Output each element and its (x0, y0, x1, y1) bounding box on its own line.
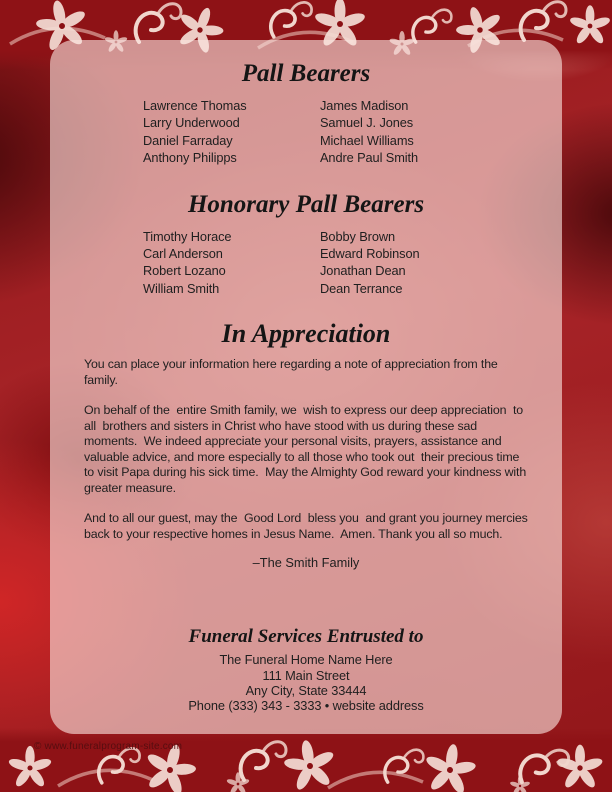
copyright-watermark: © www.funeralprogram-site.com (34, 741, 183, 752)
honorary-pall-bearer-name: Carl Anderson (143, 246, 223, 262)
honorary-pall-bearer-name: Bobby Brown (320, 228, 396, 244)
funeral-home-phone: Phone (333) 343 - 3333 • website address (188, 698, 424, 714)
funeral-home-name: The Funeral Home Name Here (219, 652, 393, 668)
pall-bearers-title: Pall Bearers (241, 60, 371, 87)
honorary-pall-bearer-name: William Smith (143, 280, 220, 296)
funeral-services-title: Funeral Services Entrusted to (188, 626, 424, 648)
pall-bearer-name: Anthony Philipps (143, 150, 237, 166)
funeral-home-street: 111 Main Street (262, 667, 350, 683)
funeral-home-address (50, 652, 562, 713)
pall-bearer-name: Larry Underwood (143, 115, 240, 131)
appreciation-paragraph: On behalf of the entire Smith family, we wish to express our deep appreciation to all brothers and sisters in Christ who have stood with us during these sad moments. We indeed appreciate your personal visits, prayers, assistance and valuable advice, and more especially to all those who took out their precious time to visit Papa during his sick time. May the Almighty God reward your kindness with greater measure. (84, 403, 530, 495)
honorary-pall-bearer-name: Edward Robinson (320, 246, 420, 262)
honorary-right-column (320, 228, 420, 298)
content-panel (50, 40, 562, 734)
honorary-pall-bearer-name: Robert Lozano (143, 263, 226, 279)
pall-bearers-left-column (143, 97, 320, 167)
honorary-pall-bearers-list (143, 228, 562, 298)
honorary-pall-bearer-name: Dean Terrance (320, 280, 403, 296)
in-appreciation-title: In Appreciation (221, 319, 391, 349)
honorary-pall-bearer-name: Jonathan Dean (320, 263, 406, 279)
pall-bearer-name: Samuel J. Jones (320, 115, 414, 131)
floral-border-bottom (0, 728, 612, 792)
appreciation-note: You can place your information here regarding a note of appreciation from the family. (84, 357, 501, 387)
pall-bearer-name: Daniel Farraday (143, 132, 233, 148)
appreciation-paragraph: And to all our guest, may the Good Lord bless you and grant you journey mercies back to your respective homes in Jesus Name. Amen. Thank you all so much. (84, 511, 531, 541)
family-signoff: –The Smith Family (252, 555, 360, 571)
pall-bearers-list (143, 97, 562, 167)
pall-bearer-name: Lawrence Thomas (143, 98, 247, 113)
pall-bearer-name: Andre Paul Smith (320, 150, 418, 166)
honorary-left-column (143, 228, 320, 298)
pall-bearers-right-column (320, 97, 418, 167)
honorary-pall-bearers-title: Honorary Pall Bearers (187, 190, 425, 218)
funeral-home-city: Any City, State 33444 (245, 682, 367, 698)
pall-bearer-name: James Madison (320, 98, 409, 113)
honorary-pall-bearer-name: Timothy Horace (143, 228, 232, 244)
pall-bearer-name: Michael Williams (320, 132, 414, 148)
